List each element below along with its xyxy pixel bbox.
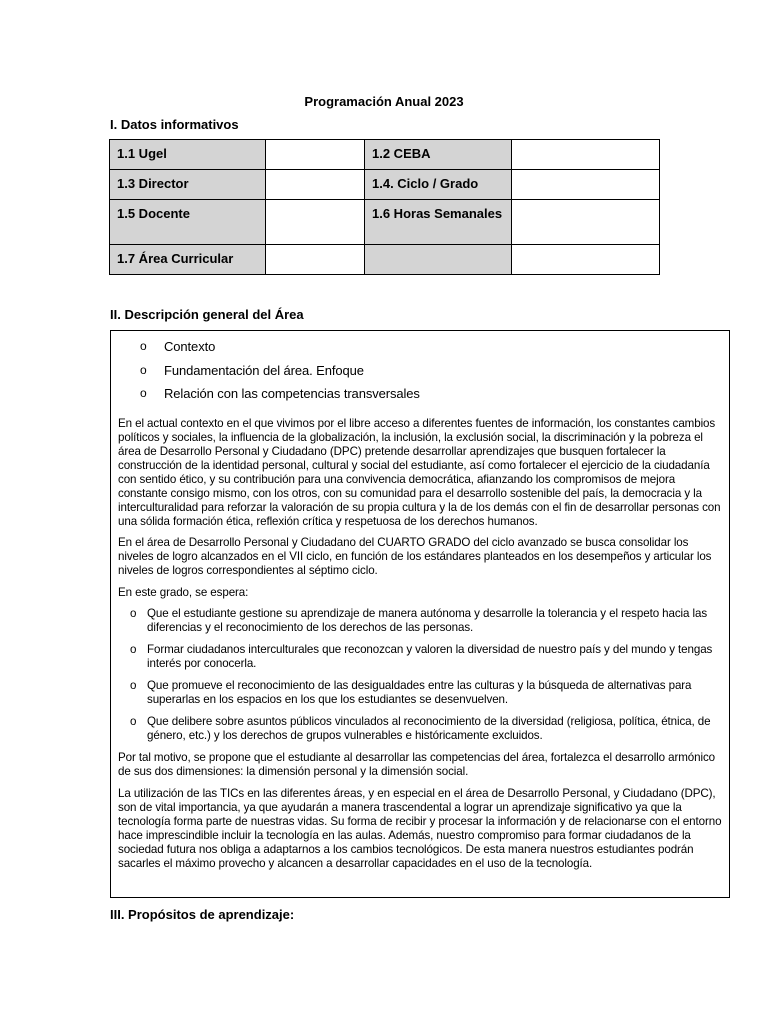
paragraph-cuarto-grado: En el área de Desarrollo Personal y Ciudadano del CUARTO GRADO del ciclo avanzado se busca consolidar los niveles de logro alcanzados en el VII ciclo, en función de los estándares planteados en los desempeños y articular los niveles de logros correspondientes al séptimo ciclo. (118, 536, 712, 578)
label-ugel: 1.1 Ugel (110, 140, 266, 170)
topic-list (118, 339, 723, 410)
value-ceba (512, 140, 660, 170)
value-area-curricular (266, 245, 365, 275)
empty-cell (365, 245, 512, 275)
value-director (266, 170, 365, 200)
paragraph-se-espera: En este grado, se espera: (118, 585, 249, 599)
value-docente (266, 200, 365, 245)
value-ciclo-grado (512, 170, 660, 200)
table-row (110, 200, 660, 245)
value-horas-semanales (512, 200, 660, 245)
datos-informativos-table (109, 139, 660, 275)
table-row (110, 245, 660, 275)
table-row (110, 170, 660, 200)
list-item: o Que el estudiante gestione su aprendizaje de manera autónoma y desarrolle la tolerancia y el respeto hacia las diferencias y el reconocimiento de los derechos de las personas. (118, 607, 723, 635)
label-horas-semanales: 1.6 Horas Semanales (365, 200, 512, 245)
paragraph-por-tal-motivo: Por tal motivo, se propone que el estudiante al desarrollar las competencias del área, fortalezca el desarrollo armónico de sus dos dimensiones: la dimensión personal y la dimensión social. (118, 751, 716, 779)
section-heading-propositos: III. Propósitos de aprendizaje: (110, 907, 295, 922)
table-row (110, 140, 660, 170)
list-item: o Contexto (118, 339, 723, 363)
descripcion-box (110, 330, 730, 898)
empty-cell (512, 245, 660, 275)
label-ceba: 1.2 CEBA (365, 140, 512, 170)
section-heading-datos: I. Datos informativos (110, 117, 239, 132)
paragraph-tics: La utilización de las TICs en las diferentes áreas, y en especial en el área de Desarrollo Personal, y Ciudadano (DPC), son de vital importancia, ya que ayudarán a manera trascendental a lograr un aprendizaje significativo ya que la tecnología forma parte de nuestras vidas. Su forma de recibir y procesar la información y de relacionarse con el entorno hace imprescindible incluir la tecnología en las aulas. Además, nuestro compromiso para formar ciudadanos de la sociedad futura nos obliga a adaptarnos a los cambios tecnológicos. De esta manera nuestros estudiantes podrán sacarles el máximo provecho y alcancen a desarrollar capacidades en el uso de la tecnología. (118, 786, 722, 871)
list-item: o Que promueve el reconocimiento de las desigualdades entre las culturas y la búsqueda de alternativas para superarlas en los espacios en los que los estudiantes se desenvuelven. (118, 679, 723, 707)
label-area-curricular: 1.7 Área Curricular (110, 245, 266, 275)
expectations-list (118, 607, 723, 744)
label-ciclo-grado: 1.4. Ciclo / Grado (365, 170, 512, 200)
list-item: o Formar ciudadanos interculturales que reconozcan y valoren la diversidad de nuestro país y del mundo y tengas interés por conocerla. (118, 643, 723, 671)
list-item: o Relación con las competencias transversales (118, 386, 723, 410)
list-item: o Fundamentación del área. Enfoque (118, 363, 723, 387)
list-item: o Que delibere sobre asuntos públicos vinculados al reconocimiento de la diversidad (religiosa, política, étnica, de género, etc.) y los derechos de grupos vulnerables e históricamente excluidos. (118, 715, 723, 743)
value-ugel (266, 140, 365, 170)
paragraph-contexto: En el actual contexto en el que vivimos por el libre acceso a diferentes fuentes de información, los constantes cambios políticos y sociales, la influencia de la globalización, la inclusión, la exclusión social, la discriminación y la pobreza el área de Desarrollo Personal y Ciudadano (DPC) pretende desarrollar aprendizajes que busquen fortalecer la construcción de la identidad personal, cultural y social del estudiante, así como fortalecer el ejercicio de la ciudadanía con sentido ético, y su contribución para una convivencia democrática, afianzando los compromisos de mejora constante consigo mismo, con los otros, con su comunidad para el desarrollo sostenible del país, la democracia y la interculturalidad para reforzar la valoración de su propia cultura y la de los demás con el fin de desarrollar personas con una sólida formación ética, reflexión crítica y respetuosa de los derechos humanos. (118, 416, 721, 529)
label-director: 1.3 Director (110, 170, 266, 200)
label-docente: 1.5 Docente (110, 200, 266, 245)
section-heading-descripcion: II. Descripción general del Área (110, 307, 304, 322)
page-title: Programación Anual 2023 (304, 94, 464, 109)
